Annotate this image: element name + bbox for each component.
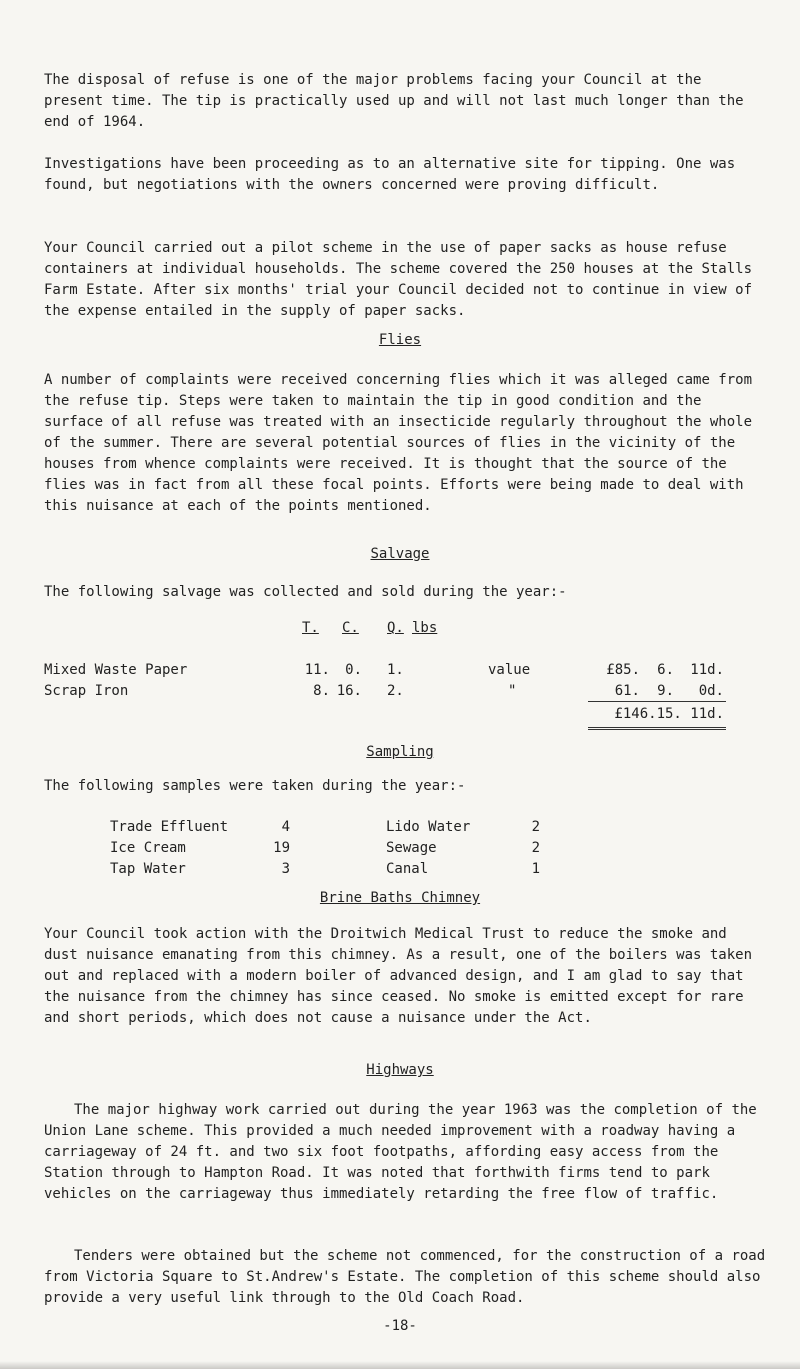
sample-label: Lido Water [386, 819, 471, 835]
salvage-row-value-label: " [508, 683, 517, 699]
paragraph-paper-sacks: Your Council carried out a pilot scheme in the use of paper sacks as house refuse containers at individual households. The scheme covered the 250 houses at the Stalls Farm Estate. After six months' trial your Council decided not to continue in view of the expense entailed in the supply of paper sacks. [44, 240, 753, 319]
sample-label: Canal [386, 861, 429, 877]
salvage-row-tons: 11. [304, 662, 330, 678]
salvage-header-tons: T. [302, 620, 319, 636]
sample-label: Tap Water [110, 861, 186, 877]
paragraph-flies: A number of complaints were received concerning flies which it was alleged came from the refuse tip. Steps were taken to maintain the tip in good condition and the surface of all refuse was treated with an insecticide regularly throughout the whole of the summer. There are several potential sources of flies in the vicinity of the houses from whence complaints were received. It is thought that the source of the flies was in fact from all these focal points. Efforts were being made to deal with this nuisance at each of the points mentioned. [44, 372, 753, 514]
salvage-row-qtr: 2. [387, 683, 404, 699]
paragraph-salvage-intro: The following salvage was collected and sold during the year:- [44, 584, 567, 600]
paragraph-sampling-intro: The following samples were taken during the year:- [44, 778, 466, 794]
salvage-row-cwt: 16. [336, 683, 362, 699]
salvage-header-cwt: C. [342, 620, 359, 636]
salvage-row-pence: 11d. [690, 662, 724, 678]
sample-label: Trade Effluent [110, 819, 229, 835]
salvage-total: £146.15. 11d. [614, 706, 724, 722]
paragraph-alternative-site: Investigations have been proceeding as to an alternative site for tipping. One was found, but negotiations with the owners concerned were proving difficult. [44, 156, 736, 193]
sample-count: 2 [531, 840, 540, 856]
paragraph-refuse-disposal: The disposal of refuse is one of the major problems facing your Council at the present time. The tip is practically used up and will not last much longer than the end of 1964. [44, 72, 744, 130]
salvage-header-qtr: Q. [387, 620, 404, 636]
salvage-row-value-label: value [488, 662, 531, 678]
salvage-row-item: Scrap Iron [44, 683, 129, 699]
salvage-row-item: Mixed Waste Paper [44, 662, 188, 678]
heading-salvage: Salvage [370, 546, 430, 562]
sample-count: 19 [273, 840, 290, 856]
paragraph-brine-chimney: Your Council took action with the Droitwich Medical Trust to reduce the smoke and dust nuisance emanating from this chimney. As a result, one of the boilers was taken out and replaced with a modern boiler of advanced design, and I am glad to say that the nuisance from the chimney has since ceased. No smoke is emitted except for rare and short periods, which does not cause a nuisance under the Act. [44, 926, 753, 1026]
paragraph-highways: The major highway work carried out during the year 1963 was the completion of the Union Lane scheme. This provided a much needed improvement with a roadway having a carriageway of 24 ft. and two six foot footpaths, affording easy access from the Station through to Hampton Road. It was noted that forthwith firms tend to park vehicles on the carriageway thus immediately retarding the free flow of traffic. [44, 1102, 757, 1202]
heading-flies: Flies [378, 332, 422, 348]
paragraph-tenders: Tenders were obtained but the scheme not commenced, for the construction of a road from Victoria Square to St.Andrew's Estate. The completion of this scheme should also provide a very useful link through to the Old Coach Road. [44, 1248, 766, 1306]
heading-sampling: Sampling [366, 744, 434, 760]
salvage-row-shillings: 6. [657, 662, 674, 678]
scan-bottom-edge [0, 1361, 800, 1369]
heading-highways: Highways [366, 1062, 434, 1078]
salvage-header-lbs: lbs [412, 620, 438, 636]
salvage-row-shillings: 9. [657, 683, 674, 699]
salvage-row-qtr: 1. [387, 662, 404, 678]
total-double-rule [588, 727, 726, 730]
salvage-row-pounds: 61. [614, 683, 640, 699]
sample-count: 2 [531, 819, 540, 835]
subtotal-rule [588, 701, 726, 702]
sample-count: 3 [281, 861, 290, 877]
sample-label: Sewage [386, 840, 437, 856]
sample-label: Ice Cream [110, 840, 186, 856]
salvage-row-cwt: 0. [345, 662, 362, 678]
heading-brine-baths-chimney: Brine Baths Chimney [319, 890, 481, 906]
sample-count: 1 [531, 861, 540, 877]
page-number: -18- [383, 1318, 417, 1334]
sample-count: 4 [281, 819, 290, 835]
salvage-row-pence: 0d. [698, 683, 724, 699]
salvage-row-pounds: £85. [606, 662, 640, 678]
salvage-row-tons: 8. [313, 683, 330, 699]
